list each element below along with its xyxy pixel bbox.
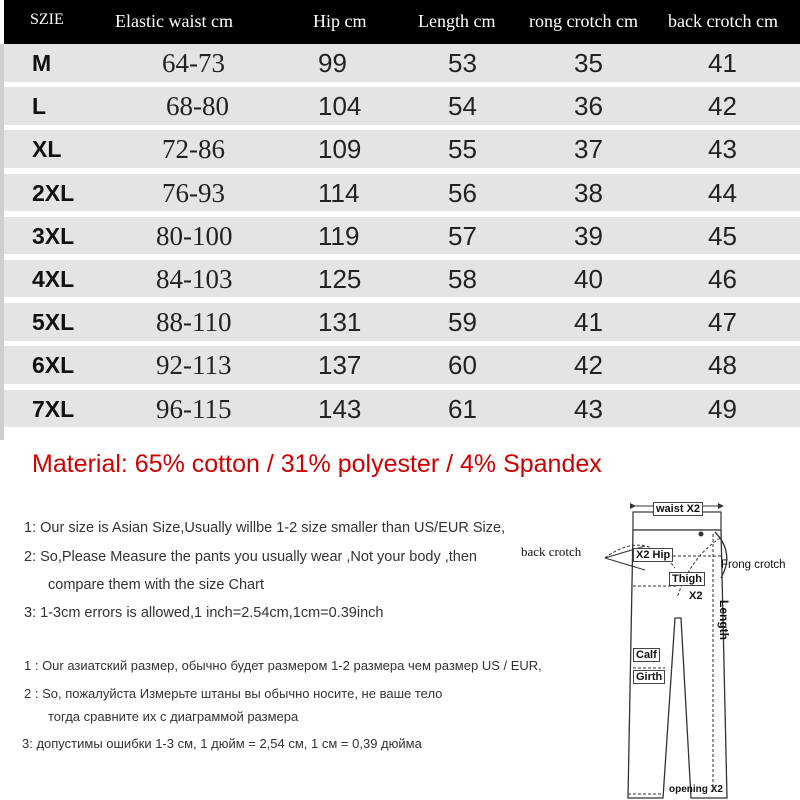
- size-cell: 5XL: [32, 309, 75, 336]
- back-crotch-cell: 45: [708, 220, 737, 251]
- length-cell: 60: [448, 350, 477, 381]
- hip-cell: 99: [318, 48, 347, 78]
- back-crotch-cell: 48: [708, 350, 737, 381]
- length-cell: 59: [448, 307, 477, 338]
- note-en-1: 1: Our size is Asian Size,Usually willbe 1-2 size smaller than US/EUR Size,: [24, 520, 506, 536]
- note-ru-3: 3: допустимы ошибки 1-3 см, 1 дюйм = 2,54 см, 1 см = 0,39 дюйма: [22, 736, 422, 751]
- table-row: [4, 303, 800, 341]
- back-crotch-cell: 43: [708, 134, 737, 165]
- front-crotch-cell: 39: [574, 220, 603, 251]
- label-waist: waist X2: [653, 502, 703, 516]
- note-en-3: 3: 1-3cm errors is allowed,1 inch=2.54cm,1cm=0.39inch: [24, 605, 384, 621]
- front-crotch-cell: 43: [574, 393, 603, 424]
- size-cell: XL: [32, 136, 62, 163]
- length-cell: 58: [448, 263, 477, 294]
- header-front-crotch: rong crotch cm: [529, 11, 638, 31]
- header-back-crotch: back crotch cm: [668, 11, 778, 31]
- back-crotch-cell: 46: [708, 263, 737, 294]
- front-crotch-cell: 37: [574, 134, 603, 165]
- hip-cell: 119: [318, 220, 360, 251]
- waist-cell: 76-93: [162, 177, 225, 208]
- size-cell: 4XL: [32, 265, 75, 292]
- waist-cell: 80-100: [156, 220, 233, 251]
- length-cell: 54: [448, 91, 477, 122]
- length-cell: 61: [448, 393, 477, 424]
- front-crotch-cell: 36: [574, 91, 603, 122]
- header-hip: Hip cm: [313, 11, 367, 31]
- table-header: [4, 0, 800, 44]
- length-cell: 57: [448, 220, 477, 251]
- table-row: [4, 346, 800, 384]
- waist-cell: 92-113: [156, 350, 232, 381]
- size-cell: 3XL: [32, 222, 75, 249]
- back-crotch-cell: 41: [708, 48, 737, 78]
- table-body: [4, 44, 800, 427]
- length-cell: 55: [448, 134, 477, 165]
- table-row: [4, 87, 800, 125]
- size-cell: 7XL: [32, 395, 75, 422]
- table-row: [4, 217, 800, 255]
- label-length: Length: [717, 600, 731, 640]
- note-en-2: 2: So,Please Measure the pants you usually wear ,Not your body ,then: [24, 549, 477, 565]
- front-crotch-cell: 40: [574, 263, 603, 294]
- hip-cell: 114: [318, 177, 360, 208]
- label-opening: opening X2: [669, 784, 723, 795]
- note-en-2-cont: compare them with the size Chart: [48, 577, 264, 593]
- front-crotch-cell: 42: [574, 350, 603, 381]
- hip-cell: 131: [318, 307, 362, 338]
- label-girth: Girth: [633, 670, 665, 684]
- material-line: Material: 65% cotton / 31% polyester / 4% Spandex: [32, 450, 602, 478]
- size-cell: M: [32, 50, 52, 76]
- header-size: SZIE: [30, 11, 64, 28]
- note-ru-1: 1 : Our азиатский размер, обычно будет размером 1-2 размера чем размер US / EUR,: [24, 658, 542, 673]
- hip-cell: 104: [318, 91, 362, 122]
- front-crotch-cell: 38: [574, 177, 603, 208]
- table-row: [4, 390, 800, 428]
- size-table: [4, 0, 800, 433]
- front-crotch-cell: 35: [574, 48, 603, 78]
- label-thigh-x2: X2: [689, 590, 703, 602]
- table-row: [4, 44, 800, 82]
- size-cell: 6XL: [32, 352, 75, 379]
- back-crotch-cell: 44: [708, 177, 737, 208]
- label-calf: Calf: [633, 648, 660, 662]
- hip-cell: 109: [318, 134, 362, 165]
- length-cell: 53: [448, 48, 477, 78]
- waist-cell: 88-110: [156, 307, 232, 338]
- waist-cell: 64-73: [162, 48, 225, 78]
- note-ru-2-cont: тогда сравните их с диаграммой размера: [48, 709, 299, 724]
- pants-measurement-diagram: [515, 498, 800, 800]
- front-crotch-cell: 41: [574, 307, 603, 338]
- hip-cell: 137: [318, 350, 362, 381]
- pants-body-shape: [628, 530, 727, 798]
- back-crotch-cell: 47: [708, 307, 737, 338]
- label-back-crotch: back crotch: [521, 544, 582, 559]
- size-cell: L: [32, 93, 47, 120]
- table-row: [4, 130, 800, 168]
- length-cell: 56: [448, 177, 477, 208]
- table-row: [4, 260, 800, 298]
- hip-cell: 143: [318, 393, 362, 424]
- header-waist: Elastic waist cm: [115, 11, 233, 31]
- table-left-edge: [0, 44, 4, 440]
- hip-cell: 125: [318, 263, 362, 294]
- label-thigh: Thigh: [669, 572, 705, 586]
- label-front-crotch: Frong crotch: [721, 559, 786, 571]
- label-hip: X2 Hip: [633, 548, 673, 562]
- back-crotch-cell: 42: [708, 91, 737, 122]
- waist-cell: 72-86: [162, 134, 225, 165]
- table-row: [4, 174, 800, 212]
- waist-cell: 96-115: [156, 393, 232, 424]
- note-ru-2: 2 : So, пожалуйста Измерьте штаны вы обычно носите, не ваше тело: [24, 686, 443, 701]
- waist-cell: 68-80: [166, 91, 229, 122]
- waist-cell: 84-103: [156, 263, 233, 294]
- back-crotch-cell: 49: [708, 393, 737, 424]
- size-cell: 2XL: [32, 179, 75, 206]
- header-length: Length cm: [418, 11, 496, 31]
